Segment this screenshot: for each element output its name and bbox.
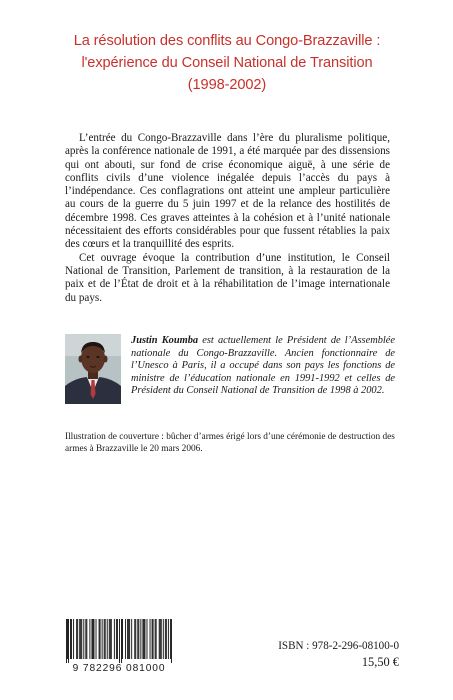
author-bio <box>131 335 395 398</box>
book-title <box>40 30 414 96</box>
book-price: 15,50 € <box>361 655 399 669</box>
author-bio-text: est actuellement le Président de l’Assemblée nationale du Congo-Brazzaville. Ancien fonctionnaire de l’Unesco à Paris, il a occupé dans son pays les fonctions de ministre de l’éducation nationale en 1991-1992 et celles de Président du Conseil National de Transition de 1998 à 2002. <box>131 335 396 397</box>
summary-paragraph-1: L’entrée du Congo-Brazzaville dans l’ère du pluralisme politique, après la conférence nationale de 1991, a été marquée par des dissensions qui ont abouti, sur fond de crise économique aiguë, à une série de conflits civils d’une violence inégalée depuis l’accès du pays à l’indépendance. Ces conflagrations ont atteint une ampleur particulière au cours de la guerre du 5 juin 1997 et de la relance des hostilités de décembre 1998. Ces graves atteintes à la cohésion et à l’unité nationale nécessitaient des efforts considérables pour que fussent rétablies la paix des cœurs et la tranquillité des esprits. <box>65 132 390 251</box>
title-line-3: (1998-2002) <box>187 77 267 93</box>
title-line-2: l'expérience du Conseil National de Transition <box>81 55 373 71</box>
barcode-digits: 9 782296 081000 <box>72 663 166 674</box>
title-line-1: La résolution des conflits au Congo-Brazzaville : <box>73 33 381 49</box>
summary-paragraph-2: Cet ouvrage évoque la contribution d’une institution, le Conseil National de Transition, Parlement de transition, à la restauration de la paix et de l’État de droit et à la réhabilitation de l’image internationale du pays. <box>65 251 390 304</box>
author-section <box>65 334 397 404</box>
isbn-barcode <box>62 619 176 677</box>
author-name: Justin Koumba <box>131 335 199 346</box>
cover-illustration-credit: Illustration de couverture : bûcher d’armes érigé lors d’une cérémonie de destruction des armes à Brazzaville le 20 mars 2006. <box>65 432 395 454</box>
barcode-bars <box>66 619 172 663</box>
book-summary <box>65 132 390 305</box>
isbn-number: ISBN : 978-2-296-08100-0 <box>278 640 399 652</box>
author-photo <box>65 334 121 404</box>
